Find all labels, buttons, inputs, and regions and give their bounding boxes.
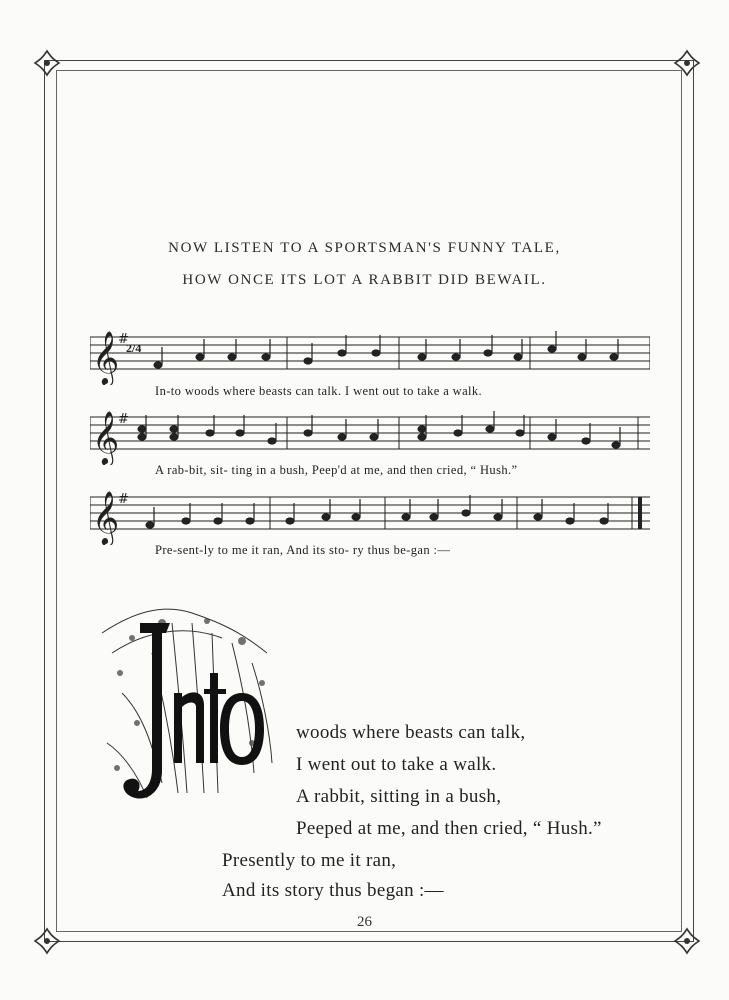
lyric-line-3: Pre-sent-ly to me it ran, And its sto- ry thus be-gan :— xyxy=(155,543,451,557)
music-staff-1 xyxy=(90,325,650,385)
poem-line-3: A rabbit, sitting in a bush, xyxy=(296,786,502,807)
lyric-line-2: A rab-bit, sit- ting in a bush, Peep'd at me, and then cried, “ Hush.” xyxy=(155,463,518,477)
corner-ornament-top-right xyxy=(672,48,702,78)
poem-line-6: And its story thus began :— xyxy=(222,880,444,901)
song-title-line-2: HOW ONCE ITS LOT A RABBIT DID BEWAIL. xyxy=(182,272,547,288)
lyric-line-1: In-to woods where beasts can talk. I went out to take a walk. xyxy=(155,384,483,398)
corner-ornament-top-left xyxy=(32,48,62,78)
poem-line-2: I went out to take a walk. xyxy=(296,754,497,775)
svg-text:#: # xyxy=(118,412,129,427)
poem-line-5: Presently to me it ran, xyxy=(222,850,397,871)
svg-text:#: # xyxy=(118,492,129,507)
svg-text:#: # xyxy=(118,332,129,347)
svg-text:𝄞: 𝄞 xyxy=(92,330,120,384)
illustrated-drop-cap xyxy=(92,593,292,813)
foliage-illustration xyxy=(102,609,272,798)
music-staff-3 xyxy=(90,485,650,545)
song-title-line-1: NOW LISTEN TO A SPORTSMAN'S FUNNY TALE, xyxy=(168,240,561,256)
svg-text:𝄞: 𝄞 xyxy=(92,410,120,464)
svg-text:2/4: 2/4 xyxy=(126,341,142,355)
page-number: 26 xyxy=(357,914,372,930)
music-staff-2 xyxy=(90,405,650,465)
svg-text:𝄞: 𝄞 xyxy=(92,490,120,544)
poem-line-1: woods where beasts can talk, xyxy=(296,722,526,743)
poem-line-4: Peeped at me, and then cried, “ Hush.” xyxy=(296,818,602,839)
